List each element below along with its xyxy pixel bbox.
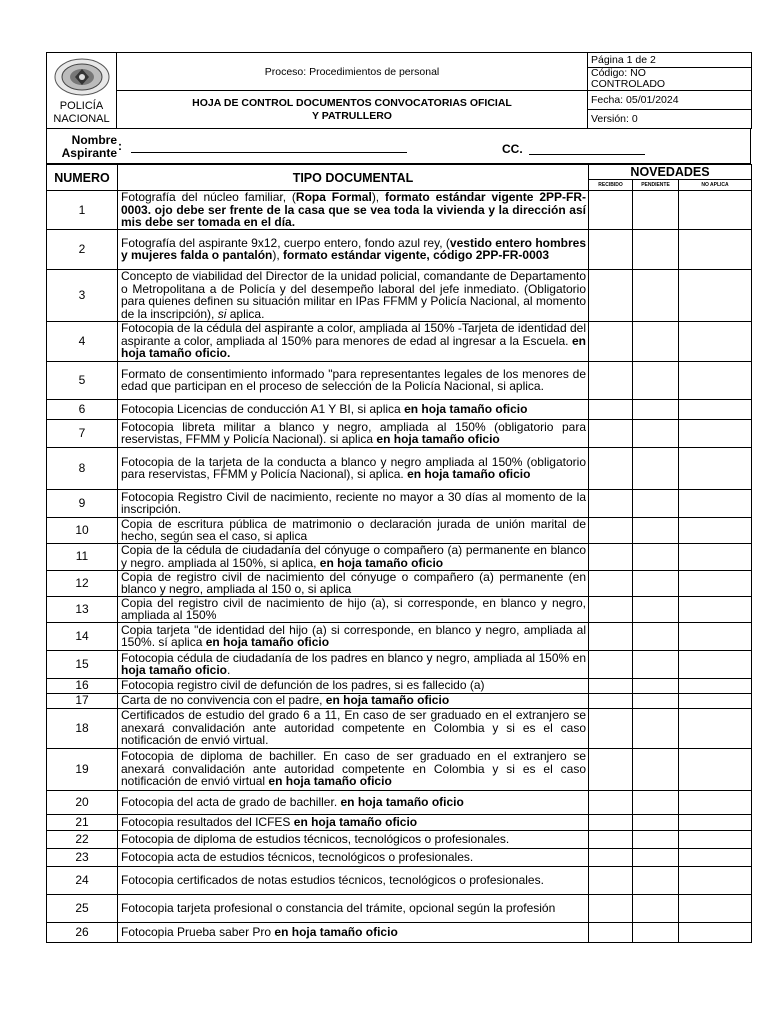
- row-description: Fotocopia cédula de ciudadanía de los padres en blanco y negro, ampliada al 150% en hoja tamaño oficio.: [118, 650, 589, 678]
- col-header-received: RECIBIDO: [589, 180, 633, 191]
- not-applicable-check-cell[interactable]: [679, 693, 752, 708]
- not-applicable-check-cell[interactable]: [679, 622, 752, 650]
- received-check-cell[interactable]: [589, 693, 633, 708]
- row-description: Fotocopia acta de estudios técnicos, tecnológicos o profesionales.: [118, 848, 589, 866]
- not-applicable-check-cell[interactable]: [679, 191, 752, 230]
- pending-check-cell[interactable]: [633, 848, 679, 866]
- not-applicable-check-cell[interactable]: [679, 894, 752, 922]
- table-row: [47, 447, 752, 489]
- table-row: [47, 361, 752, 399]
- row-description: Fotocopia del acta de grado de bachiller. en hoja tamaño oficio: [118, 790, 589, 814]
- table-row: [47, 866, 752, 894]
- process-name: Proceso: Procedimientos de personal: [117, 53, 588, 91]
- row-number: 11: [47, 543, 118, 570]
- pending-check-cell[interactable]: [633, 622, 679, 650]
- row-number: 13: [47, 596, 118, 622]
- row-number: 6: [47, 399, 118, 419]
- row-number: 1: [47, 191, 118, 230]
- received-check-cell[interactable]: [589, 650, 633, 678]
- not-applicable-check-cell[interactable]: [679, 543, 752, 570]
- row-description: Fotocopia tarjeta profesional o constancia del trámite, opcional según la profesión: [118, 894, 589, 922]
- row-number: 22: [47, 830, 118, 848]
- row-description: Fotocopia registro civil de defunción de los padres, si es fallecido (a): [118, 678, 589, 693]
- received-check-cell[interactable]: [589, 229, 633, 269]
- received-check-cell[interactable]: [589, 830, 633, 848]
- table-row: [47, 848, 752, 866]
- row-description: Copia del registro civil de nacimiento de hijo (a), si corresponde, en blanco y negro, ampliada al 150%: [118, 596, 589, 622]
- not-applicable-check-cell[interactable]: [679, 650, 752, 678]
- not-applicable-check-cell[interactable]: [679, 361, 752, 399]
- table-row: [47, 790, 752, 814]
- not-applicable-check-cell[interactable]: [679, 489, 752, 517]
- col-header-number: NUMERO: [47, 165, 118, 191]
- row-description: Fotografía del núcleo familiar, (Ropa Formal), formato estándar vigente 2PP-FR-0003. ojo debe ser frente de la casa que se vea toda la vivienda y la dirección así mis debe ser tomada en el día.: [118, 191, 589, 230]
- row-description: Fotocopia certificados de notas estudios técnicos, tecnológicos o profesionales.: [118, 866, 589, 894]
- row-number: 20: [47, 790, 118, 814]
- pending-check-cell[interactable]: [633, 814, 679, 830]
- cc-label: CC.: [502, 142, 523, 156]
- row-description: Copia de registro civil de nacimiento del cónyuge o compañero (a) permanente (en blanco y negro, ampliada al 150 o, si aplica: [118, 570, 589, 596]
- pending-check-cell[interactable]: [633, 830, 679, 848]
- row-number: 7: [47, 419, 118, 447]
- received-check-cell[interactable]: [589, 748, 633, 790]
- pending-check-cell[interactable]: [633, 650, 679, 678]
- received-check-cell[interactable]: [589, 321, 633, 361]
- title-line2: Y PATRULLERO: [312, 109, 392, 122]
- not-applicable-check-cell[interactable]: [679, 570, 752, 596]
- received-check-cell[interactable]: [589, 894, 633, 922]
- pending-check-cell[interactable]: [633, 790, 679, 814]
- row-number: 9: [47, 489, 118, 517]
- table-row: [47, 894, 752, 922]
- pending-check-cell[interactable]: [633, 191, 679, 230]
- row-number: 19: [47, 748, 118, 790]
- pending-check-cell[interactable]: [633, 321, 679, 361]
- pending-check-cell[interactable]: [633, 894, 679, 922]
- row-number: 8: [47, 447, 118, 489]
- pending-check-cell[interactable]: [633, 922, 679, 942]
- table-row: [47, 650, 752, 678]
- document-page: [46, 52, 751, 943]
- received-check-cell[interactable]: [589, 708, 633, 748]
- col-header-type: TIPO DOCUMENTAL: [118, 165, 589, 191]
- not-applicable-check-cell[interactable]: [679, 866, 752, 894]
- received-check-cell[interactable]: [589, 517, 633, 543]
- received-check-cell[interactable]: [589, 790, 633, 814]
- received-check-cell[interactable]: [589, 361, 633, 399]
- received-check-cell[interactable]: [589, 622, 633, 650]
- row-description: Fotografía del aspirante 9x12, cuerpo entero, fondo azul rey, (vestido entero hombres y mujeres falda o pantalón), formato estándar vigente, código 2PP-FR-0003: [118, 229, 589, 269]
- row-description: Certificados de estudio del grado 6 a 11, En caso de ser graduado en el extranjero se anexará convalidación ante autoridad competente en Colombia y si es el caso notificación de envió virtual.: [118, 708, 589, 748]
- pending-check-cell[interactable]: [633, 570, 679, 596]
- row-description: Fotocopia de la tarjeta de la conducta a blanco y negro ampliada al 150% (obligatorio para reservistas, FFMM y Policía Nacional), si aplica. en hoja tamaño oficio: [118, 447, 589, 489]
- row-description: Fotocopia libreta militar a blanco y negro, ampliada al 150% (obligatorio para reservistas, FFMM y Policía Nacional). si aplica en hoja tamaño oficio: [118, 419, 589, 447]
- col-header-pending: PENDIENTE: [633, 180, 679, 191]
- row-number: 17: [47, 693, 118, 708]
- received-check-cell[interactable]: [589, 419, 633, 447]
- row-number: 12: [47, 570, 118, 596]
- table-row: [47, 922, 752, 942]
- row-number: 4: [47, 321, 118, 361]
- document-header: [46, 52, 752, 129]
- row-description: Fotocopia Registro Civil de nacimiento, reciente no mayor a 30 días al momento de la inscripción.: [118, 489, 589, 517]
- row-description: Fotocopia de diploma de estudios técnicos, tecnológicos o profesionales.: [118, 830, 589, 848]
- table-row: [47, 517, 752, 543]
- row-number: 23: [47, 848, 118, 866]
- row-description: Concepto de viabilidad del Director de la unidad policial, comandante de Departamento o Metropolitana a de Policía y del desempeño laboral del jefe inmediato. (Obligatorio para quienes definen su situación militar en IPas FFMM y Policía Nacional, al momento de la inscripción), si aplica.: [118, 269, 589, 321]
- pending-check-cell[interactable]: [633, 447, 679, 489]
- row-description: Fotocopia de diploma de bachiller. En caso de ser graduado en el extranjero se anexará convalidación ante autoridad competente en Colombia y si es el caso notificación de envió virtual en hoja tamaño oficio: [118, 748, 589, 790]
- row-description: Formato de consentimiento informado "para representantes legales de los menores de edad que participan en el proceso de selección de la Policía Nacional, si aplica.: [118, 361, 589, 399]
- pending-check-cell[interactable]: [633, 748, 679, 790]
- pending-check-cell[interactable]: [633, 543, 679, 570]
- not-applicable-check-cell[interactable]: [679, 399, 752, 419]
- name-field[interactable]: [131, 152, 407, 153]
- not-applicable-check-cell[interactable]: [679, 447, 752, 489]
- received-check-cell[interactable]: [589, 596, 633, 622]
- cc-field[interactable]: [529, 154, 645, 155]
- row-number: 14: [47, 622, 118, 650]
- received-check-cell[interactable]: [589, 866, 633, 894]
- col-header-not-applicable: NO APLICA: [679, 180, 752, 191]
- pending-check-cell[interactable]: [633, 419, 679, 447]
- received-check-cell[interactable]: [589, 678, 633, 693]
- name-label-line2: Aspirante: [61, 146, 117, 160]
- received-check-cell[interactable]: [589, 489, 633, 517]
- row-number: 2: [47, 229, 118, 269]
- row-number: 24: [47, 866, 118, 894]
- table-row: [47, 191, 752, 230]
- row-description: Carta de no convivencia con el padre, en hoja tamaño oficio: [118, 693, 589, 708]
- received-check-cell[interactable]: [589, 570, 633, 596]
- document-title: [117, 91, 588, 129]
- pending-check-cell[interactable]: [633, 678, 679, 693]
- received-check-cell[interactable]: [589, 848, 633, 866]
- not-applicable-check-cell[interactable]: [679, 708, 752, 748]
- table-row: [47, 489, 752, 517]
- row-description: Fotocopia de la cédula del aspirante a color, ampliada al 150% -Tarjeta de identidad del aspirante a color, ampliada al 150% para menores de edad al ingresar a la Escuela. en hoja tamaño oficio.: [118, 321, 589, 361]
- not-applicable-check-cell[interactable]: [679, 830, 752, 848]
- received-check-cell[interactable]: [589, 447, 633, 489]
- row-number: 25: [47, 894, 118, 922]
- row-number: 10: [47, 517, 118, 543]
- received-check-cell[interactable]: [589, 814, 633, 830]
- table-row: [47, 399, 752, 419]
- pending-check-cell[interactable]: [633, 693, 679, 708]
- not-applicable-check-cell[interactable]: [679, 229, 752, 269]
- row-number: 5: [47, 361, 118, 399]
- pending-check-cell[interactable]: [633, 269, 679, 321]
- row-number: 16: [47, 678, 118, 693]
- table-row: [47, 708, 752, 748]
- pending-check-cell[interactable]: [633, 708, 679, 748]
- table-row: [47, 419, 752, 447]
- row-number: 15: [47, 650, 118, 678]
- row-description: Fotocopia resultados del ICFES en hoja tamaño oficio: [118, 814, 589, 830]
- not-applicable-check-cell[interactable]: [679, 790, 752, 814]
- document-code: [588, 68, 752, 91]
- table-row: [47, 748, 752, 790]
- row-number: 21: [47, 814, 118, 830]
- table-row: [47, 693, 752, 708]
- page-indicator: Página 1 de 2: [588, 53, 752, 68]
- row-description: Fotocopia Prueba saber Pro en hoja tamaño oficio: [118, 922, 589, 942]
- table-row: [47, 570, 752, 596]
- not-applicable-check-cell[interactable]: [679, 814, 752, 830]
- logo-text-line2: NACIONAL: [53, 113, 110, 125]
- received-check-cell[interactable]: [589, 922, 633, 942]
- received-check-cell[interactable]: [589, 269, 633, 321]
- table-row: [47, 814, 752, 830]
- logo-cell: [47, 53, 117, 129]
- row-description: Copia de escritura pública de matrimonio o declaración jurada de unión marital de hecho, según sea el caso, si aplica: [118, 517, 589, 543]
- applicant-row: [46, 129, 751, 164]
- document-version: Versión: 0: [588, 110, 752, 129]
- pending-check-cell[interactable]: [633, 229, 679, 269]
- name-colon: :: [118, 139, 122, 153]
- not-applicable-check-cell[interactable]: [679, 596, 752, 622]
- table-row: [47, 678, 752, 693]
- title-line1: HOJA DE CONTROL DOCUMENTOS CONVOCATORIAS OFICIAL: [192, 96, 512, 109]
- received-check-cell[interactable]: [589, 191, 633, 230]
- row-description: Copia tarjeta "de identidad del hijo (a) si corresponde, en blanco y negro, ampliada al 150%. sí aplica en hoja tamaño oficio: [118, 622, 589, 650]
- name-label: [53, 134, 117, 160]
- row-description: Fotocopia Licencias de conducción A1 Y BI, si aplica en hoja tamaño oficio: [118, 399, 589, 419]
- row-number: 3: [47, 269, 118, 321]
- table-row: [47, 622, 752, 650]
- code-line1: Código: NO: [591, 67, 646, 79]
- not-applicable-check-cell[interactable]: [679, 848, 752, 866]
- row-description: Copia de la cédula de ciudadanía del cónyuge o compañero (a) permanente en blanco y negro. ampliada al 150%, si aplica, en hoja tamaño oficio: [118, 543, 589, 570]
- pending-check-cell[interactable]: [633, 866, 679, 894]
- pending-check-cell[interactable]: [633, 361, 679, 399]
- document-date: Fecha: 05/01/2024: [588, 91, 752, 110]
- table-row: [47, 543, 752, 570]
- documents-table-body: [47, 191, 752, 943]
- code-line2: CONTROLADO: [591, 78, 666, 90]
- not-applicable-check-cell[interactable]: [679, 922, 752, 942]
- received-check-cell[interactable]: [589, 399, 633, 419]
- table-row: [47, 321, 752, 361]
- not-applicable-check-cell[interactable]: [679, 678, 752, 693]
- table-row: [47, 830, 752, 848]
- pending-check-cell[interactable]: [633, 489, 679, 517]
- not-applicable-check-cell[interactable]: [679, 419, 752, 447]
- not-applicable-check-cell[interactable]: [679, 321, 752, 361]
- documents-table: [46, 164, 752, 943]
- received-check-cell[interactable]: [589, 543, 633, 570]
- col-header-news: NOVEDADES: [589, 165, 752, 180]
- pending-check-cell[interactable]: [633, 517, 679, 543]
- row-number: 26: [47, 922, 118, 942]
- row-number: 18: [47, 708, 118, 748]
- not-applicable-check-cell[interactable]: [679, 269, 752, 321]
- police-seal-icon: [53, 57, 111, 97]
- table-row: [47, 229, 752, 269]
- name-label-line1: Nombre: [71, 133, 117, 147]
- pending-check-cell[interactable]: [633, 596, 679, 622]
- table-row: [47, 596, 752, 622]
- not-applicable-check-cell[interactable]: [679, 517, 752, 543]
- not-applicable-check-cell[interactable]: [679, 748, 752, 790]
- table-row: [47, 269, 752, 321]
- pending-check-cell[interactable]: [633, 399, 679, 419]
- logo-text-line1: POLICÍA: [59, 100, 104, 112]
